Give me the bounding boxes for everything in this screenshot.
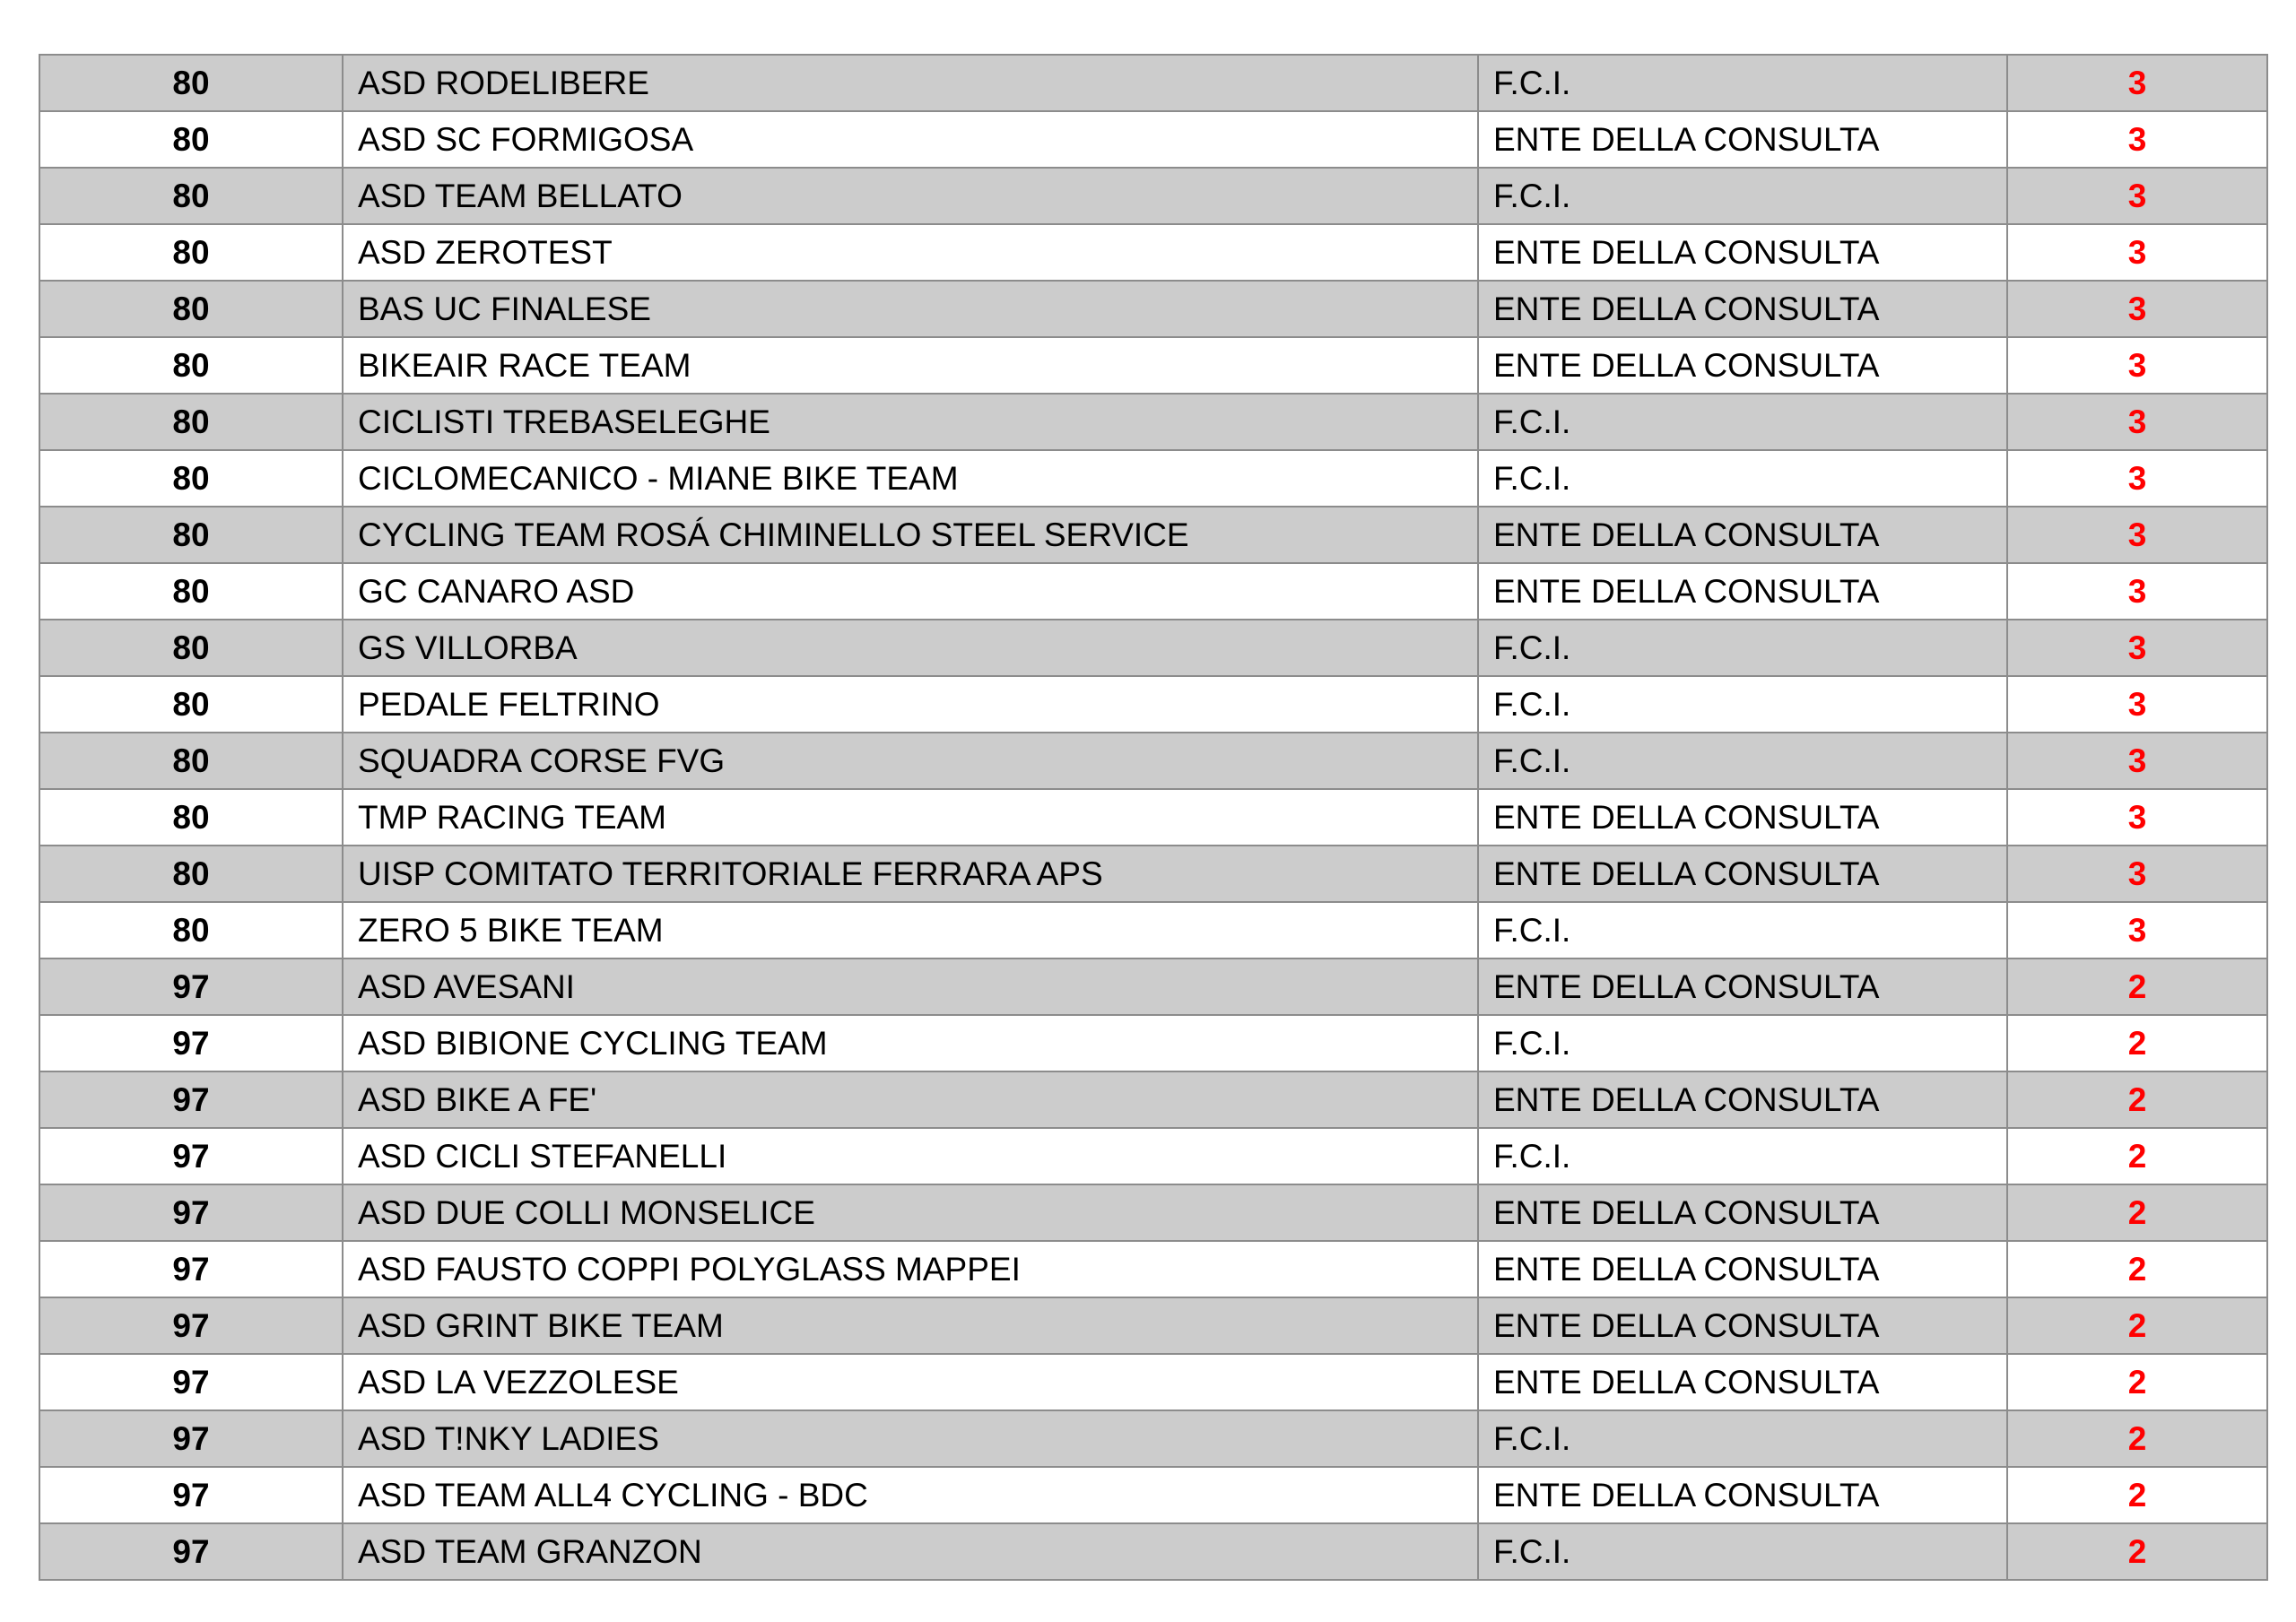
table-row [39,958,2267,1015]
points-cell: 2 [2007,1184,2267,1241]
table-row [39,846,2267,902]
table-row [39,1015,2267,1071]
points-cell: 3 [2007,450,2267,507]
organization-cell: F.C.I. [1478,733,2007,789]
rank-cell: 97 [39,1128,343,1184]
points-cell: 3 [2007,281,2267,337]
team-cell: ASD ZEROTEST [343,224,1478,281]
points-cell: 2 [2007,1071,2267,1128]
organization-cell: F.C.I. [1478,1410,2007,1467]
points-cell: 3 [2007,620,2267,676]
team-cell: PEDALE FELTRINO [343,676,1478,733]
points-cell: 3 [2007,507,2267,563]
points-cell: 3 [2007,846,2267,902]
rank-cell: 97 [39,1410,343,1467]
table-row [39,507,2267,563]
organization-cell: F.C.I. [1478,55,2007,111]
team-cell: GC CANARO ASD [343,563,1478,620]
organization-cell: F.C.I. [1478,168,2007,224]
rank-cell: 80 [39,394,343,450]
points-cell: 2 [2007,958,2267,1015]
table-row [39,563,2267,620]
table-row [39,1467,2267,1523]
team-cell: GS VILLORBA [343,620,1478,676]
team-cell: ASD CICLI STEFANELLI [343,1128,1478,1184]
table-row [39,1184,2267,1241]
team-cell: ASD TEAM BELLATO [343,168,1478,224]
organization-cell: ENTE DELLA CONSULTA [1478,507,2007,563]
rank-cell: 80 [39,507,343,563]
team-cell: ASD FAUSTO COPPI POLYGLASS MAPPEI [343,1241,1478,1297]
organization-cell: ENTE DELLA CONSULTA [1478,1071,2007,1128]
points-cell: 3 [2007,676,2267,733]
rank-cell: 80 [39,563,343,620]
table-row [39,620,2267,676]
table-row [39,1071,2267,1128]
points-cell: 2 [2007,1354,2267,1410]
rank-cell: 97 [39,1523,343,1580]
points-cell: 3 [2007,337,2267,394]
organization-cell: ENTE DELLA CONSULTA [1478,1354,2007,1410]
table-row [39,676,2267,733]
organization-cell: F.C.I. [1478,394,2007,450]
rank-cell: 80 [39,111,343,168]
team-cell: ASD GRINT BIKE TEAM [343,1297,1478,1354]
team-cell: TMP RACING TEAM [343,789,1478,846]
rank-cell: 97 [39,958,343,1015]
organization-cell: ENTE DELLA CONSULTA [1478,281,2007,337]
table-row [39,902,2267,958]
organization-cell: ENTE DELLA CONSULTA [1478,224,2007,281]
team-cell: UISP COMITATO TERRITORIALE FERRARA APS [343,846,1478,902]
points-cell: 2 [2007,1015,2267,1071]
organization-cell: F.C.I. [1478,620,2007,676]
table-row [39,789,2267,846]
points-cell: 3 [2007,394,2267,450]
organization-cell: ENTE DELLA CONSULTA [1478,846,2007,902]
team-cell: CICLOMECANICO - MIANE BIKE TEAM [343,450,1478,507]
team-cell: ZERO 5 BIKE TEAM [343,902,1478,958]
team-cell: ASD AVESANI [343,958,1478,1015]
organization-cell: ENTE DELLA CONSULTA [1478,1241,2007,1297]
rank-cell: 97 [39,1297,343,1354]
organization-cell: ENTE DELLA CONSULTA [1478,337,2007,394]
points-cell: 2 [2007,1410,2267,1467]
points-cell: 3 [2007,733,2267,789]
rank-cell: 80 [39,224,343,281]
rank-cell: 80 [39,281,343,337]
rank-cell: 97 [39,1241,343,1297]
standings-body [39,55,2267,1580]
team-cell: ASD TEAM ALL4 CYCLING - BDC [343,1467,1478,1523]
points-cell: 2 [2007,1523,2267,1580]
points-cell: 3 [2007,111,2267,168]
rank-cell: 80 [39,55,343,111]
points-cell: 2 [2007,1467,2267,1523]
team-cell: ASD BIBIONE CYCLING TEAM [343,1015,1478,1071]
table-row [39,1128,2267,1184]
rank-cell: 80 [39,733,343,789]
rank-cell: 97 [39,1184,343,1241]
organization-cell: F.C.I. [1478,902,2007,958]
points-cell: 2 [2007,1241,2267,1297]
team-cell: BIKEAIR RACE TEAM [343,337,1478,394]
team-cell: SQUADRA CORSE FVG [343,733,1478,789]
table-row [39,1241,2267,1297]
table-row [39,1354,2267,1410]
points-cell: 3 [2007,902,2267,958]
rank-cell: 97 [39,1467,343,1523]
rank-cell: 80 [39,846,343,902]
table-row [39,450,2267,507]
rank-cell: 97 [39,1015,343,1071]
points-cell: 3 [2007,55,2267,111]
organization-cell: ENTE DELLA CONSULTA [1478,111,2007,168]
organization-cell: ENTE DELLA CONSULTA [1478,958,2007,1015]
table-row [39,168,2267,224]
standings-table [39,54,2268,1581]
points-cell: 3 [2007,168,2267,224]
organization-cell: ENTE DELLA CONSULTA [1478,563,2007,620]
organization-cell: ENTE DELLA CONSULTA [1478,1184,2007,1241]
organization-cell: F.C.I. [1478,1128,2007,1184]
team-cell: ASD BIKE A FE' [343,1071,1478,1128]
team-cell: ASD TEAM GRANZON [343,1523,1478,1580]
rank-cell: 97 [39,1071,343,1128]
rank-cell: 80 [39,337,343,394]
organization-cell: F.C.I. [1478,1015,2007,1071]
team-cell: ASD T!NKY LADIES [343,1410,1478,1467]
rank-cell: 80 [39,902,343,958]
team-cell: BAS UC FINALESE [343,281,1478,337]
team-cell: ASD DUE COLLI MONSELICE [343,1184,1478,1241]
points-cell: 3 [2007,224,2267,281]
rank-cell: 80 [39,450,343,507]
table-row [39,1523,2267,1580]
organization-cell: ENTE DELLA CONSULTA [1478,789,2007,846]
rank-cell: 80 [39,676,343,733]
table-row [39,394,2267,450]
points-cell: 3 [2007,563,2267,620]
table-row [39,224,2267,281]
organization-cell: F.C.I. [1478,676,2007,733]
organization-cell: ENTE DELLA CONSULTA [1478,1467,2007,1523]
organization-cell: F.C.I. [1478,450,2007,507]
table-row [39,733,2267,789]
table-row [39,111,2267,168]
table-row [39,337,2267,394]
table-row [39,1410,2267,1467]
table-row [39,55,2267,111]
rank-cell: 80 [39,789,343,846]
team-cell: CYCLING TEAM ROSÁ CHIMINELLO STEEL SERVICE [343,507,1478,563]
team-cell: ASD SC FORMIGOSA [343,111,1478,168]
organization-cell: F.C.I. [1478,1523,2007,1580]
team-cell: CICLISTI TREBASELEGHE [343,394,1478,450]
table-row [39,281,2267,337]
table-row [39,1297,2267,1354]
rank-cell: 80 [39,620,343,676]
rank-cell: 97 [39,1354,343,1410]
points-cell: 2 [2007,1128,2267,1184]
team-cell: ASD LA VEZZOLESE [343,1354,1478,1410]
organization-cell: ENTE DELLA CONSULTA [1478,1297,2007,1354]
team-cell: ASD RODELIBERE [343,55,1478,111]
points-cell: 2 [2007,1297,2267,1354]
points-cell: 3 [2007,789,2267,846]
rank-cell: 80 [39,168,343,224]
